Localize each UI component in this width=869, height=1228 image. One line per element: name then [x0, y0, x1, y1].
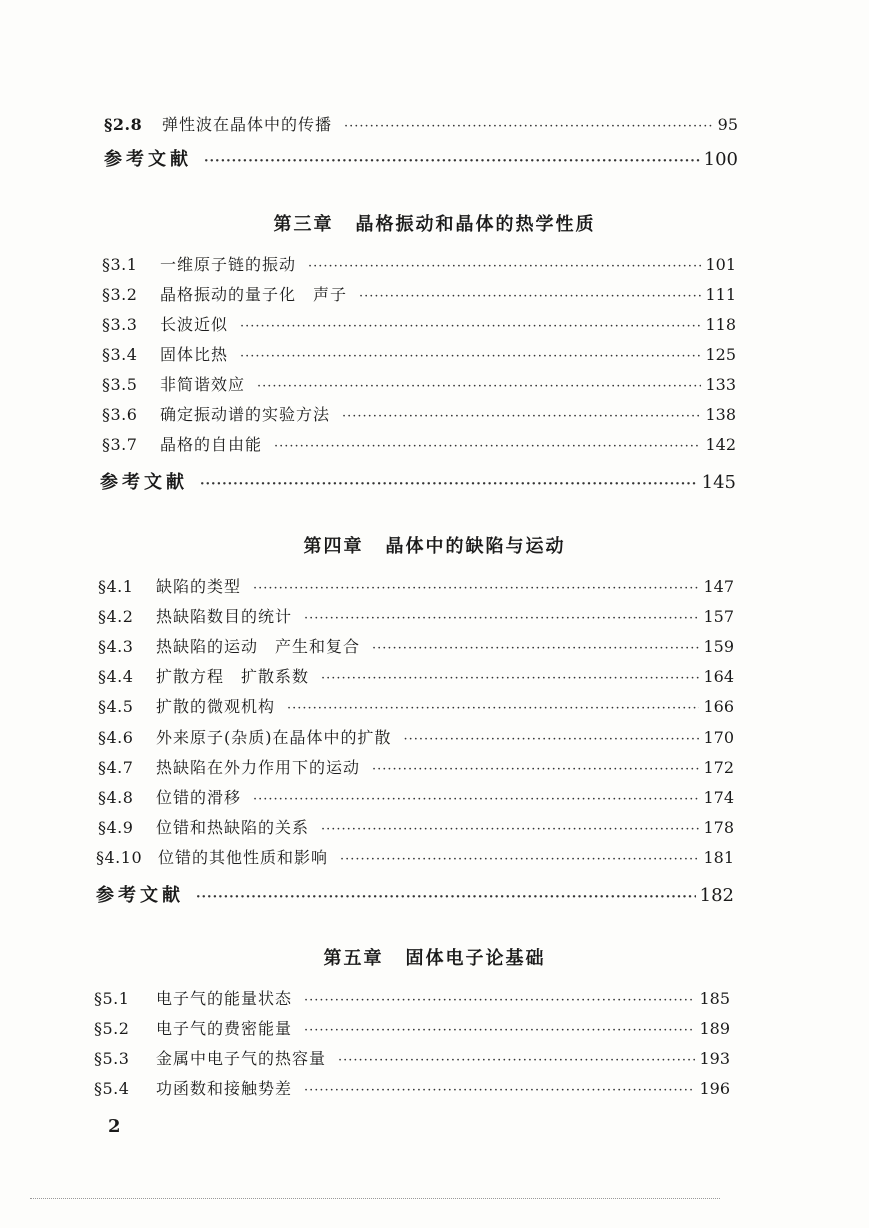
- toc-entry[interactable]: [96, 845, 734, 869]
- toc-entry[interactable]: [98, 815, 734, 839]
- toc-entry[interactable]: [98, 725, 734, 749]
- leader-dots: [240, 349, 701, 364]
- page-ref: 189: [699, 1019, 730, 1038]
- section-number: §4.9: [98, 818, 134, 837]
- toc-entry[interactable]: [102, 282, 736, 306]
- page-ref: 182: [699, 885, 734, 906]
- leader-dots: [287, 701, 699, 716]
- section-number: §4.10: [96, 848, 143, 867]
- toc-entry[interactable]: [102, 402, 736, 426]
- scan-artifact-line: [30, 1198, 720, 1200]
- toc-entry[interactable]: [98, 574, 734, 598]
- toc-entry[interactable]: [98, 694, 734, 718]
- page-ref: 185: [699, 989, 730, 1008]
- chapter-heading: [0, 944, 869, 970]
- page-ref: 159: [703, 637, 734, 656]
- leader-dots: [372, 641, 699, 656]
- leader-dots: [359, 289, 701, 304]
- page-ref: 170: [703, 728, 734, 747]
- page-ref: 111: [705, 285, 736, 304]
- section-number: §3.7: [102, 435, 138, 454]
- leader-dots: [196, 890, 696, 905]
- leader-dots: [304, 1083, 695, 1098]
- section-title: 热缺陷的运动 产生和复合: [156, 637, 361, 656]
- toc-entry[interactable]: [94, 1046, 730, 1070]
- section-title: 弹性波在晶体中的传播: [162, 115, 333, 134]
- toc-entry[interactable]: [98, 604, 734, 628]
- leader-dots: [344, 119, 714, 134]
- page-ref: 178: [703, 818, 734, 837]
- section-title: 晶格振动的量子化 声子: [160, 285, 348, 304]
- page-ref: 147: [703, 577, 734, 596]
- chapter-number: 第三章: [273, 214, 334, 235]
- section-title: 位错和热缺陷的关系: [156, 818, 310, 837]
- section-number: §3.1: [102, 255, 138, 274]
- section-title: 电子气的费密能量: [156, 1019, 293, 1038]
- section-number: §4.1: [98, 577, 134, 596]
- chapter-title: 固体电子论基础: [405, 948, 546, 969]
- toc-entry[interactable]: [94, 1076, 730, 1100]
- page-ref: 174: [703, 788, 734, 807]
- section-title: 扩散的微观机构: [156, 697, 276, 716]
- toc-entry[interactable]: [102, 252, 736, 276]
- leader-dots: [257, 379, 701, 394]
- section-number: §4.7: [98, 758, 134, 777]
- section-number: §4.8: [98, 788, 134, 807]
- page-ref: 145: [701, 472, 736, 493]
- chapter-title: 晶格振动和晶体的热学性质: [355, 214, 596, 235]
- leader-dots: [321, 671, 699, 686]
- page-ref: 172: [703, 758, 734, 777]
- page-ref: 142: [705, 435, 736, 454]
- section-number: §3.2: [102, 285, 138, 304]
- toc-entry[interactable]: [102, 372, 736, 396]
- leader-dots: [340, 852, 699, 867]
- toc-entry[interactable]: [104, 112, 738, 136]
- references-entry[interactable]: [96, 881, 734, 905]
- leader-dots: [204, 154, 700, 169]
- leader-dots: [304, 611, 699, 626]
- section-number: §3.5: [102, 375, 138, 394]
- leader-dots: [253, 792, 699, 807]
- leader-dots: [200, 477, 698, 492]
- section-title: 位错的滑移: [156, 788, 242, 807]
- section-title: 一维原子链的振动: [160, 255, 297, 274]
- page-ref: 196: [699, 1079, 730, 1098]
- leader-dots: [372, 762, 699, 777]
- section-number: §2.8: [104, 115, 143, 134]
- leader-dots: [253, 581, 699, 596]
- section-title: 确定振动谱的实验方法: [160, 405, 331, 424]
- leader-dots: [342, 409, 701, 424]
- section-title: 外来原子(杂质)在晶体中的扩散: [156, 728, 392, 747]
- section-title: 金属中电子气的热容量: [156, 1049, 327, 1068]
- page-ref: 166: [703, 697, 734, 716]
- page-ref: 100: [703, 149, 738, 170]
- section-title: 热缺陷在外力作用下的运动: [156, 758, 361, 777]
- section-number: §4.5: [98, 697, 134, 716]
- toc-entry[interactable]: [98, 634, 734, 658]
- leader-dots: [304, 1023, 695, 1038]
- section-number: §3.3: [102, 315, 138, 334]
- page-ref: 125: [705, 345, 736, 364]
- page-ref: 133: [705, 375, 736, 394]
- references-entry[interactable]: [104, 145, 738, 169]
- section-title: 扩散方程 扩散系数: [156, 667, 310, 686]
- leader-dots: [274, 439, 701, 454]
- leader-dots: [304, 993, 695, 1008]
- section-title: 缺陷的类型: [156, 577, 242, 596]
- section-title: 功函数和接触势差: [156, 1079, 293, 1098]
- leader-dots: [338, 1053, 695, 1068]
- toc-entry[interactable]: [102, 312, 736, 336]
- section-title: 电子气的能量状态: [156, 989, 293, 1008]
- section-number: §4.3: [98, 637, 134, 656]
- leader-dots: [308, 259, 701, 274]
- chapter-number: 第四章: [303, 536, 364, 557]
- page-ref: 193: [699, 1049, 730, 1068]
- page-ref: 157: [703, 607, 734, 626]
- leader-dots: [240, 319, 701, 334]
- section-number: §4.2: [98, 607, 134, 626]
- page-ref: 101: [705, 255, 736, 274]
- section-number: §5.2: [94, 1019, 130, 1038]
- toc-entry[interactable]: [102, 432, 736, 456]
- references-label: 参考文献: [100, 472, 188, 493]
- section-number: §4.4: [98, 667, 134, 686]
- toc-entry[interactable]: [98, 664, 734, 688]
- chapter-heading: [0, 532, 869, 558]
- toc-entry[interactable]: [98, 755, 734, 779]
- section-number: §3.4: [102, 345, 138, 364]
- section-title: 位错的其他性质和影响: [158, 848, 329, 867]
- chapter-number: 第五章: [323, 948, 384, 969]
- section-number: §5.3: [94, 1049, 130, 1068]
- section-title: 非简谐效应: [160, 375, 246, 394]
- section-title: 晶格的自由能: [160, 435, 263, 454]
- section-title: 固体比热: [160, 345, 229, 364]
- toc-entry[interactable]: [102, 342, 736, 366]
- page-ref: 138: [705, 405, 736, 424]
- section-number: §4.6: [98, 728, 134, 747]
- references-label: 参考文献: [96, 885, 184, 906]
- page-number: 2: [108, 1116, 121, 1137]
- page-ref: 95: [717, 115, 738, 134]
- toc-entry[interactable]: [98, 785, 734, 809]
- toc-entry[interactable]: [94, 1016, 730, 1040]
- section-title: 长波近似: [160, 315, 229, 334]
- section-number: §5.4: [94, 1079, 130, 1098]
- section-number: §3.6: [102, 405, 138, 424]
- chapter-heading: [0, 210, 869, 236]
- leader-dots: [404, 732, 700, 747]
- leader-dots: [321, 822, 699, 837]
- page-ref: 181: [703, 848, 734, 867]
- section-number: §5.1: [94, 989, 130, 1008]
- chapter-title: 晶体中的缺陷与运动: [385, 536, 566, 557]
- section-title: 热缺陷数目的统计: [156, 607, 293, 626]
- references-label: 参考文献: [104, 149, 192, 170]
- page-ref: 118: [705, 315, 736, 334]
- references-entry[interactable]: [100, 468, 736, 492]
- page-ref: 164: [703, 667, 734, 686]
- toc-entry[interactable]: [94, 986, 730, 1010]
